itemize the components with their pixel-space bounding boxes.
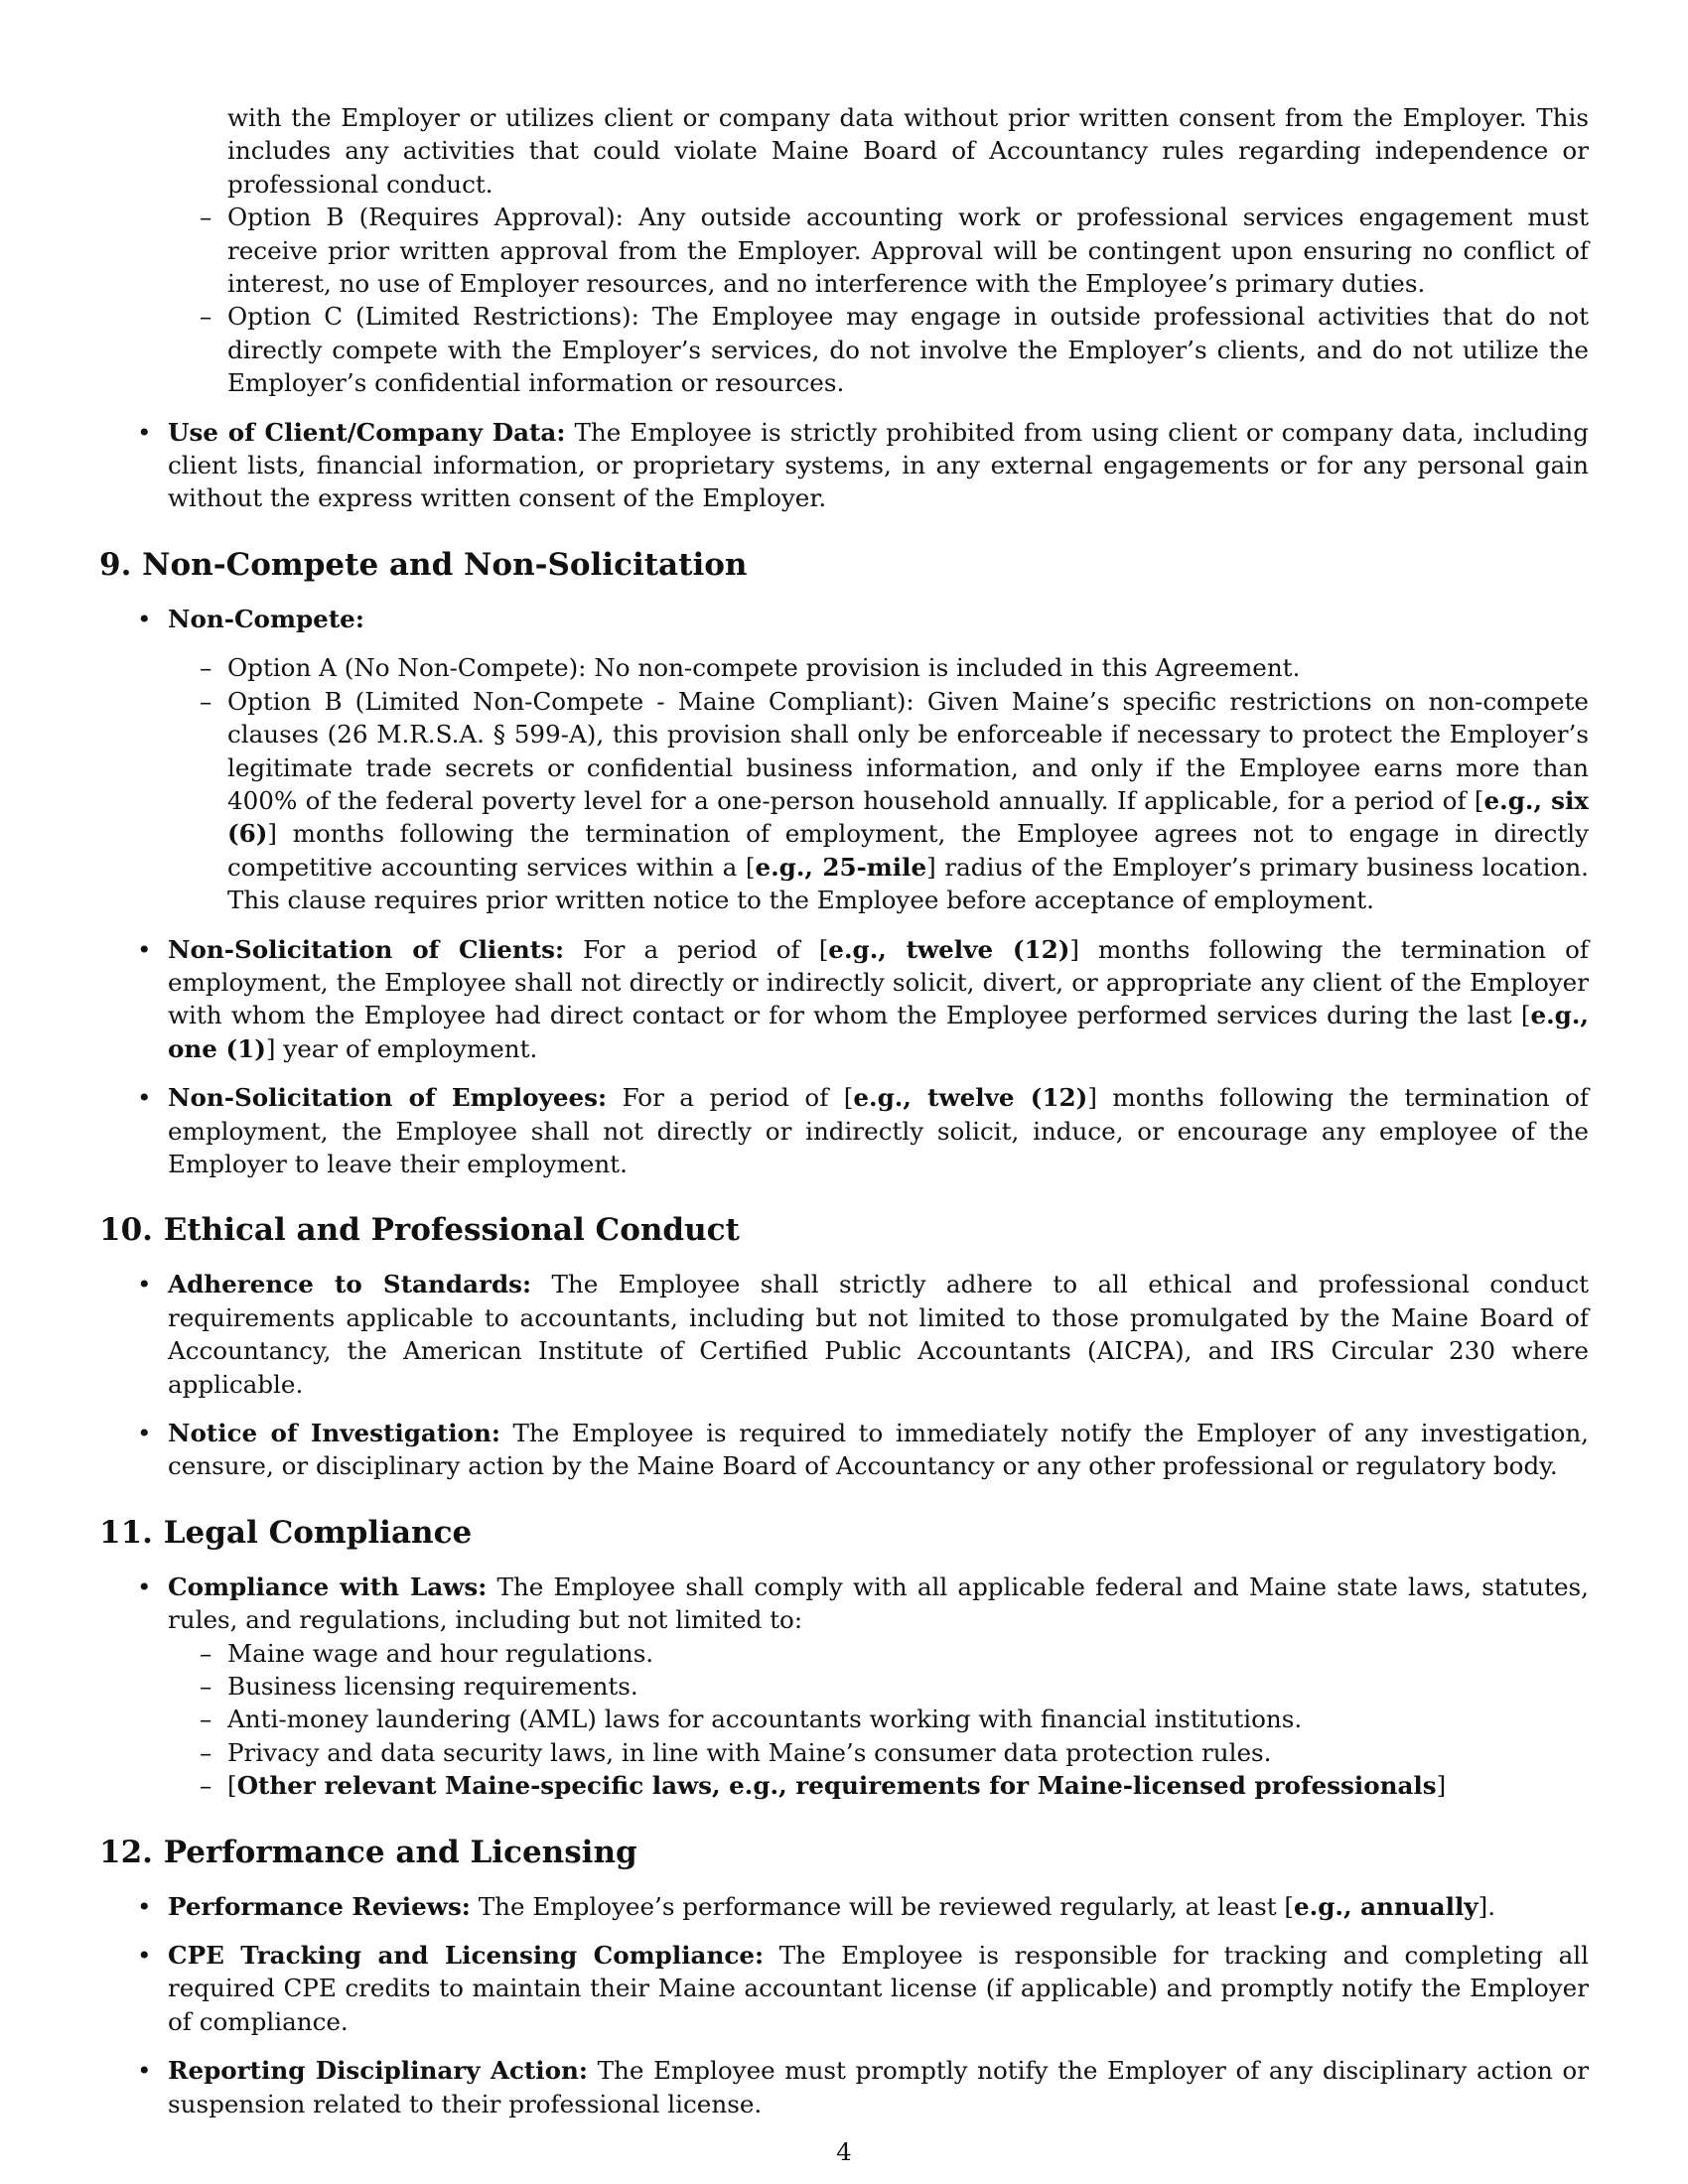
clause-text: For a period of [: [564, 934, 829, 964]
performance-reviews-label: Performance Reviews:: [168, 1891, 471, 1921]
outside-work-options: [99, 201, 1589, 399]
clause-text: For a period of [: [607, 1083, 854, 1113]
option-c-limited-restrictions: – Option C (Limited Restrictions): The Employee may engage in outside professional activities that do not directly compete with the Employer’s services, do not involve the Employer’s clients, and do not utilize the Employer’s confidential information or resources.: [99, 300, 1589, 399]
non-solicitation-employees-clause: [99, 1081, 1589, 1180]
use-of-data-clause: [99, 416, 1589, 515]
option-b-requires-approval: – Option B (Requires Approval): Any outside accounting work or professional services engagement must receive prior written approval from the Employer. Approval will be contingent upon ensuring no conflict of interest, no use of Employer resources, and no interference with the Employee’s primary duties.: [99, 201, 1589, 300]
disciplinary-reporting-clause: [99, 2054, 1589, 2120]
clause-text: The Employee’s performance will be reviewed regularly, at least [: [478, 1891, 1294, 1921]
non-compete-label: Non-Compete:: [168, 604, 364, 633]
use-of-data-label: Use of Client/Company Data:: [168, 417, 566, 447]
non-compete-radius: e.g., 25-mile: [755, 852, 927, 882]
clause-text: ] months following the termination of employment, the Employee shall not directly or indirectly solicit, induce, or encourage any employee of the Employer to leave their employment.: [168, 1083, 1589, 1178]
cpe-tracking-text: The Employee is responsible for tracking and completing all required CPE credits to maintain their Maine accountant license (if applicable) and promptly notify the Employer of compliance.: [168, 1941, 1590, 2036]
page-content: [99, 101, 1589, 2136]
section-9-heading: 9. Non-Compete and Non-Solicitation: [99, 546, 748, 583]
law-item: – Maine wage and hour regulations.: [168, 1637, 1589, 1670]
compliance-clause: [99, 1570, 1589, 1803]
adherence-label: Adherence to Standards:: [168, 1270, 532, 1299]
law-item: – Business licensing requirements.: [168, 1670, 1589, 1703]
non-compete-options: [168, 651, 1589, 916]
law-item: – Anti-money laundering (AML) laws for accountants working with financial institutions.: [168, 1703, 1589, 1735]
disciplinary-reporting-text: The Employee must promptly notify the Employer of any disciplinary action or suspension related to their professional license.: [168, 2056, 1589, 2118]
use-of-data-text: The Employee is strictly prohibited from using client or company data, including client lists, financial information, or proprietary systems, in any external engagements or for any personal gain without the express written consent of the Employer.: [168, 417, 1589, 513]
placeholder-term: e.g., one (1): [168, 1001, 1589, 1063]
section-11-bullets: [99, 1570, 1589, 1803]
section-10-heading: 10. Ethical and Professional Conduct: [99, 1212, 740, 1249]
compliance-law-list: [168, 1637, 1589, 1803]
non-compete-option-b-text: ] radius of the Employer’s primary business location. This clause requires prior written notice to the Employee before acceptance of employment.: [227, 852, 1589, 915]
non-solicitation-employees-label: Non-Solicitation of Employees:: [168, 1083, 608, 1113]
non-compete-option-a: – Option A (No Non-Compete): No non-compete provision is included in this Agreement.: [168, 651, 1589, 684]
section-8-bullets: [99, 416, 1589, 515]
option-a-continuation: with the Employer or utilizes client or company data without prior written consent from the Employer. This includes any activities that could violate Maine Board of Accountancy rules regarding independence or professional conduct.: [227, 103, 1589, 199]
section-10-bullets: [99, 1268, 1589, 1482]
non-compete-clause: [99, 603, 1589, 917]
compliance-label: Compliance with Laws:: [168, 1571, 488, 1601]
clause-text: ] year of employment.: [265, 1033, 538, 1063]
investigation-clause: [99, 1417, 1589, 1483]
section-12-bullets: [99, 1890, 1589, 2120]
non-solicitation-clients-clause: [99, 933, 1589, 1066]
non-compete-duration: e.g., six (6): [227, 785, 1589, 849]
non-solicitation-clients-label: Non-Solicitation of Clients:: [168, 934, 565, 964]
compliance-text: The Employee shall comply with all applicable federal and Maine state laws, statutes, rules, and regulations, including but not limited to:: [168, 1571, 1589, 1635]
non-compete-option-b-text: ] months following the termination of employment, the Employee agrees not to engage in directly competitive accounting services within a [: [227, 819, 1589, 882]
performance-reviews-clause: [99, 1890, 1589, 1923]
clause-text: ].: [1477, 1891, 1496, 1921]
cpe-tracking-label: CPE Tracking and Licensing Compliance:: [168, 1941, 765, 1971]
placeholder-term: e.g., twelve (12): [828, 934, 1070, 964]
section-9-bullets: [99, 603, 1589, 1181]
placeholder-term: e.g., twelve (12): [853, 1083, 1088, 1113]
adherence-clause: [99, 1268, 1589, 1401]
placeholder-term: e.g., annually: [1294, 1891, 1478, 1921]
adherence-text: The Employee shall strictly adhere to all ethical and professional conduct requirements applicable to accountants, including but not limited to those promulgated by the Maine Board of Accountancy, the American Institute of Certified Public Accountants (AICPA), and IRS Circular 230 where applicable.: [168, 1270, 1590, 1399]
law-item-other: [168, 1769, 1589, 1802]
non-compete-option-b-text: Option B (Limited Non-Compete - Maine Compliant): Given Maine’s specific restrictions on non-compete clauses (26 M.R.S.A. § 599-A), this provision shall only be enforceable if necessary to protect the Employer’s legitimate trade secrets or confidential business information, and only if the Employee earns more than 400% of the federal poverty level for a one-person household annually. If applicable, for a period of [: [227, 686, 1589, 815]
non-compete-option-b: [168, 685, 1589, 917]
page-number: 4: [836, 2137, 852, 2166]
investigation-label: Notice of Investigation:: [168, 1419, 500, 1447]
bracket: ]: [1436, 1771, 1447, 1801]
disciplinary-reporting-label: Reporting Disciplinary Action:: [168, 2056, 588, 2086]
other-laws-placeholder: Other relevant Maine-specific laws, e.g., requirements for Maine-licensed professionals: [236, 1771, 1437, 1801]
clause-text: ] months following the termination of employment, the Employee shall not directly or indirectly solicit, divert, or appropriate any client of the Employer with whom the Employee had direct contact or for whom the Employee performed services during the last [: [168, 934, 1589, 1030]
bracket: [: [227, 1771, 237, 1801]
cpe-tracking-clause: [99, 1939, 1589, 2038]
law-item: – Privacy and data security laws, in line with Maine’s consumer data protection rules.: [168, 1736, 1589, 1769]
investigation-text: The Employee is required to immediately notify the Employer of any investigation, censure, or disciplinary action by the Maine Board of Accountancy or any other professional or regulatory body.: [168, 1419, 1589, 1481]
section-11-heading: 11. Legal Compliance: [99, 1514, 473, 1551]
section-12-heading: 12. Performance and Licensing: [99, 1834, 637, 1870]
